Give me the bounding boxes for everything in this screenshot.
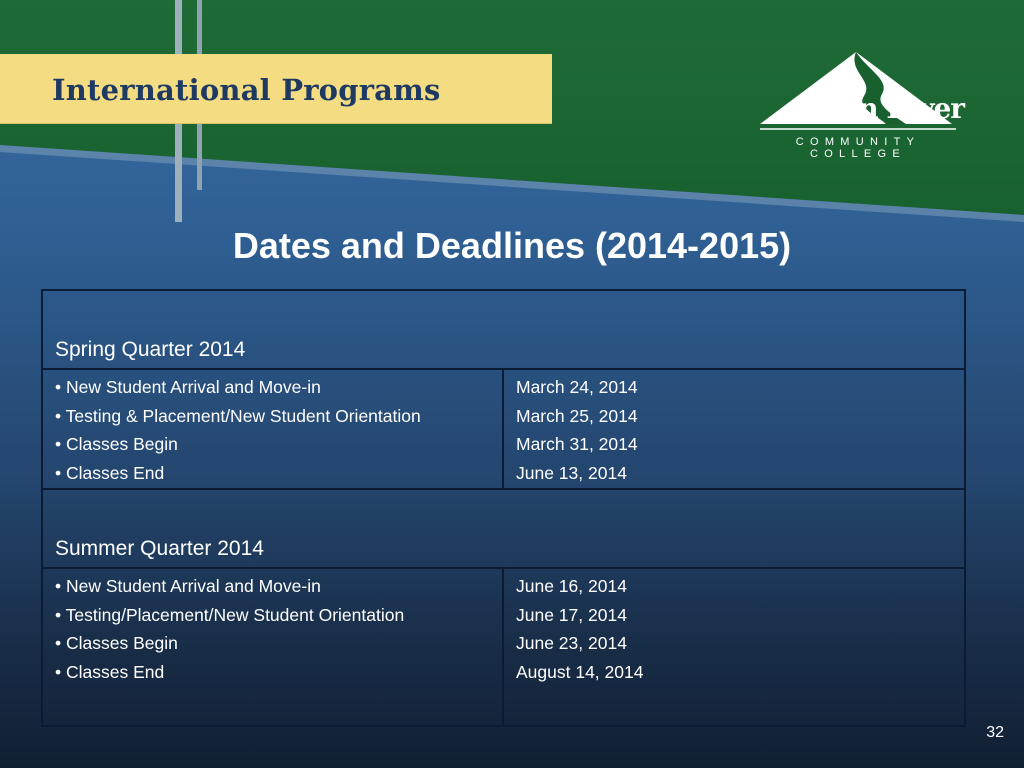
event-date: March 25, 2014: [516, 405, 638, 426]
event-date: June 17, 2014: [516, 604, 627, 625]
event-item: • Classes End: [55, 661, 165, 682]
dates-table: [41, 289, 966, 727]
events-cell: [42, 568, 503, 726]
section-heading: Spring Quarter 2014: [42, 290, 965, 369]
event-date: June 13, 2014: [516, 462, 627, 483]
event-item: • Testing & Placement/New Student Orientation: [55, 405, 421, 426]
section-header-row: [42, 290, 965, 369]
banner-title: International Programs: [52, 73, 441, 107]
section-header-row: [42, 489, 965, 568]
event-item: • Testing/Placement/New Student Orientation: [55, 604, 405, 625]
event-date: June 16, 2014: [516, 576, 627, 596]
logo-wordmark: Green River: [787, 92, 965, 125]
dates-cell: [503, 568, 965, 726]
event-date: August 14, 2014: [516, 661, 644, 682]
event-item: • Classes Begin: [55, 434, 178, 454]
event-date: June 23, 2014: [516, 633, 627, 653]
section-body-row: [42, 369, 965, 489]
event-item: • Classes Begin: [55, 633, 178, 653]
event-date: March 24, 2014: [516, 377, 638, 397]
slide-title: Dates and Deadlines (2014-2015): [232, 225, 792, 266]
event-item: • Classes End: [55, 462, 165, 483]
section-body-row: [42, 568, 965, 726]
dates-cell: [503, 369, 965, 489]
college-logo: [756, 50, 965, 160]
event-item: • New Student Arrival and Move-in: [55, 377, 321, 397]
section-heading: Summer Quarter 2014: [42, 489, 965, 568]
event-item: • New Student Arrival and Move-in: [55, 576, 321, 596]
events-cell: [42, 369, 503, 489]
event-date: March 31, 2014: [516, 434, 638, 454]
page-number: 32: [986, 724, 1004, 741]
logo-subtitle: COMMUNITY COLLEGE: [795, 136, 921, 160]
